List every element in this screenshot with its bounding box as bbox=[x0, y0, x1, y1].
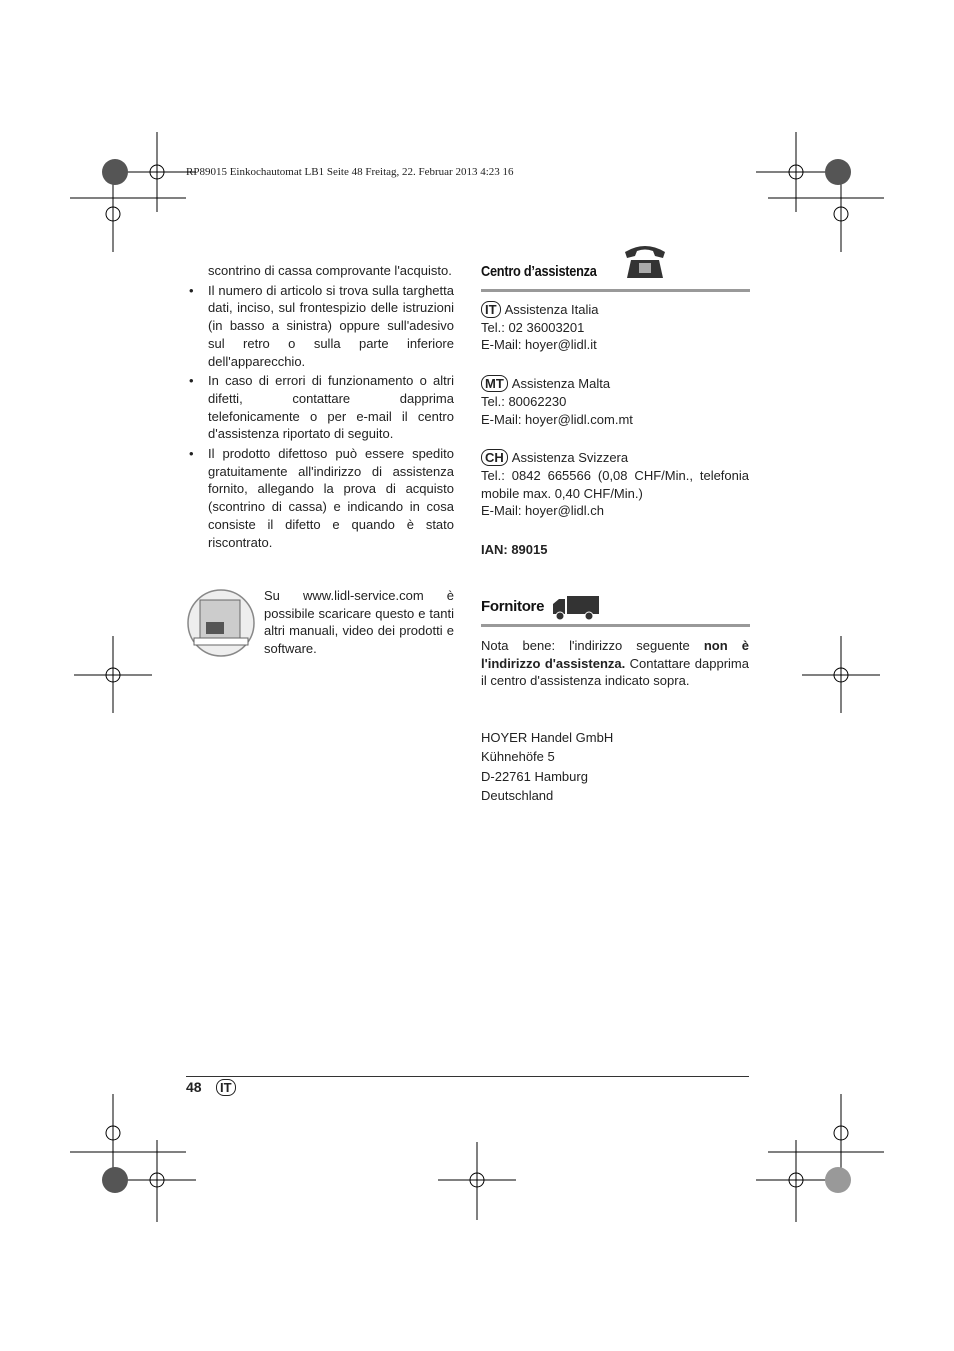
bullet-item: • Il numero di articolo si trova sulla targhetta dati, inciso, sul frontespizio delle istruzioni (in basso a sinistra) oppure sull'adesivo sul retro o sulla parte inferiore dell'apparecchio. bbox=[189, 282, 454, 369]
country-badge: IT bbox=[481, 301, 501, 318]
address-line: D-22761 Hamburg bbox=[481, 768, 588, 784]
contact-phone: Tel.: 80062230 bbox=[481, 393, 567, 409]
bullet-item: • Il prodotto difettoso può essere spedito gratuitamente all'indirizzo di assistenza fornito, allegando la prova di acquisto (scontrino di cassa) e indicando in cosa consiste il difetto e quando è stato riscontrato. bbox=[189, 446, 454, 550]
print-header: RP89015 Einkochautomat LB1 Seite 48 Freitag, 22. Februar 2013 4:23 16 bbox=[186, 166, 514, 178]
language-badge: IT bbox=[216, 1079, 236, 1096]
contact-phone: Tel.: 0842 665566 (0,08 CHF/Min., telefonia mobile max. 0,40 CHF/Min.) bbox=[481, 467, 749, 501]
crosshair-mark bbox=[802, 636, 880, 713]
bullet-text: Il numero di articolo si trova sulla targhetta dati, inciso, sul frontespizio delle istruzioni (in basso a sinistra) oppure sull'adesivo sul retro o sulla parte inferiore dell'apparecchio. bbox=[208, 282, 454, 369]
country-badge: MT bbox=[481, 375, 508, 392]
color-bars bbox=[102, 159, 851, 1193]
crosshair-mark bbox=[118, 132, 196, 212]
contact-name: Assistenza Malta bbox=[511, 376, 611, 392]
contact-phone: Tel.: 02 36003201 bbox=[481, 319, 585, 335]
crosshair-mark bbox=[74, 636, 152, 713]
intro-text: scontrino di cassa comprovante l'acquisto. bbox=[208, 263, 452, 278]
crosshair-mark bbox=[756, 132, 836, 212]
address-line: HOYER Handel GmbH bbox=[481, 730, 614, 745]
crosshair-mark bbox=[70, 1094, 186, 1172]
contact-email: E-Mail: hoyer@lidl.it bbox=[481, 337, 597, 353]
supplier-title: Fornitore bbox=[481, 598, 545, 615]
contact-email: E-Mail: hoyer@lidl.com.mt bbox=[481, 411, 633, 427]
note-bold: non è l'indirizzo d'assistenza. bbox=[481, 638, 749, 671]
page-number: 48 bbox=[186, 1079, 202, 1095]
crosshair-mark bbox=[438, 1142, 516, 1220]
assistance-title: Centro d’assistenza bbox=[481, 263, 597, 280]
crosshair-mark bbox=[768, 176, 884, 252]
note-text: Contattare dapprima il centro d'assistenza indicato sopra. bbox=[481, 655, 749, 689]
ian-number: IAN: 89015 bbox=[481, 542, 548, 558]
bullet-text: In caso di errori di funzionamento o altri difetti, contattare dapprima telefonicamente o per e-mail il centro d'assistenza riportato di seguito. bbox=[208, 373, 454, 442]
contact-name: Assistenza Svizzera bbox=[511, 450, 629, 466]
crosshair-mark bbox=[70, 176, 186, 252]
bullet-item: • In caso di errori di funzionamento o altri difetti, contattare dapprima telefonicamente o per e-mail il centro d'assistenza riportato di seguito. bbox=[189, 373, 454, 442]
country-badge: CH bbox=[481, 449, 508, 466]
contact-email: E-Mail: hoyer@lidl.ch bbox=[481, 503, 605, 519]
address-line: Deutschland bbox=[481, 787, 554, 803]
service-note: Su www.lidl-service.com è possibile scaricare questo e tanti altri manuali, video dei prodotti e software. bbox=[264, 588, 454, 657]
contact-name: Assistenza Italia bbox=[504, 302, 599, 317]
bullet-text: Il prodotto difettoso può essere spedito gratuitamente all'indirizzo di assistenza fornito, allegando la prova di acquisto (scontrino di cassa) e indicando in cosa consiste il difetto e quando è stato riscontrato. bbox=[208, 446, 454, 550]
address-line: Kühnehöfe 5 bbox=[481, 749, 555, 765]
note-text: Nota bene: l'indirizzo seguente bbox=[481, 638, 704, 653]
crosshair-mark bbox=[768, 1094, 884, 1172]
